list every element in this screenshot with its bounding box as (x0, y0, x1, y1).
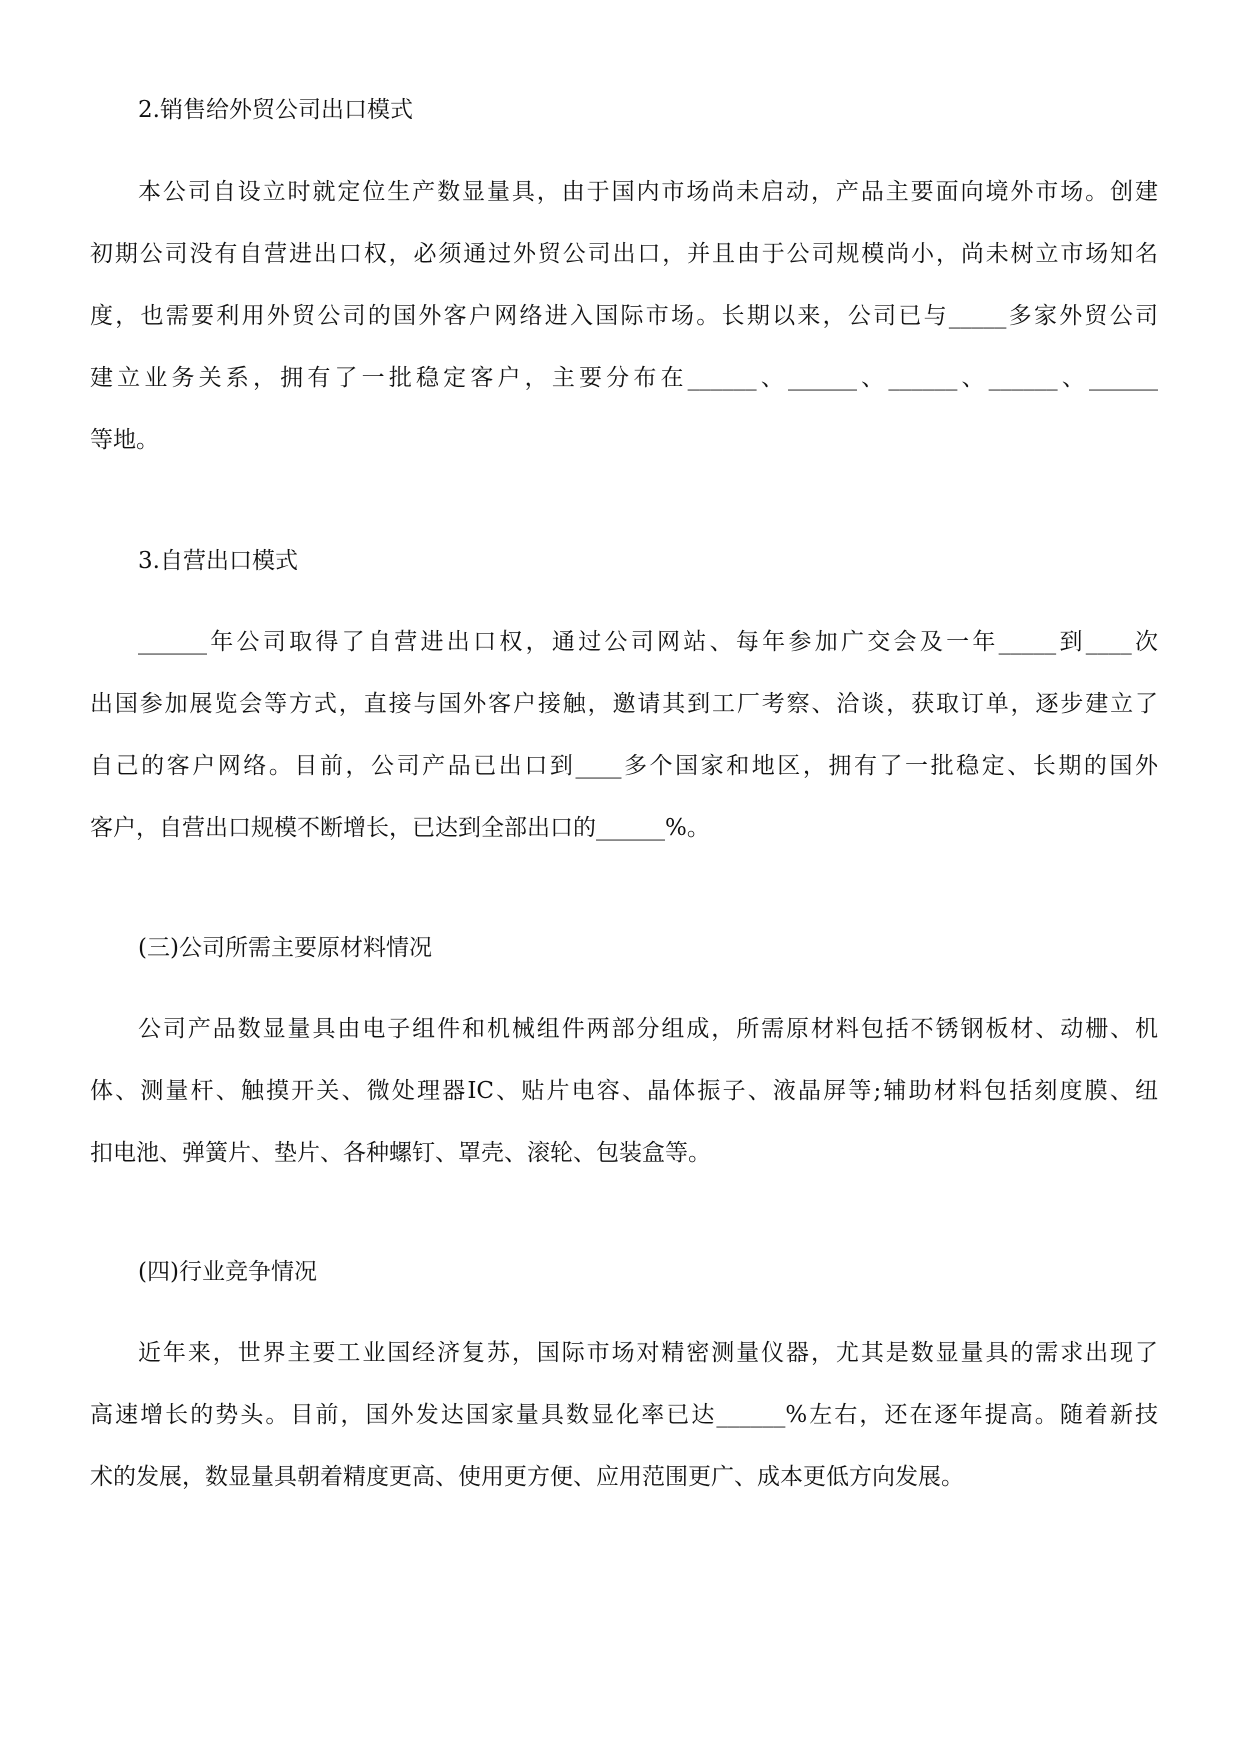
paragraph-line: 建立业务关系，拥有了一批稳定客户，主要分布在______、______、______、______、______ (90, 365, 1158, 391)
paragraph-line: 度，也需要利用外贸公司的国外客户网络进入国际市场。长期以来，公司已与_____多家外贸公司 (90, 303, 1158, 329)
paragraph-line: 近年来，世界主要工业国经济复苏，国际市场对精密测量仪器，尤其是数显量具的需求出现了 (138, 1340, 1158, 1366)
paragraph-line: 公司产品数显量具由电子组件和机械组件两部分组成，所需原材料包括不锈钢板材、动栅、机 (138, 1016, 1158, 1042)
paragraph-line: 体、测量杆、触摸开关、微处理器IC、贴片电容、晶体振子、液晶屏等;辅助材料包括刻度膜、纽 (90, 1078, 1158, 1104)
paragraph-line: 出国参加展览会等方式，直接与国外客户接触，邀请其到工厂考察、洽谈，获取订单，逐步建立了 (90, 691, 1158, 717)
section-heading-export-via-trading-companies: 2.销售给外贸公司出口模式 (138, 97, 413, 123)
paragraph-line: 扣电池、弹簧片、垫片、各种螺钉、罩壳、滚轮、包装盒等。 (90, 1140, 711, 1166)
paragraph-self-export (90, 611, 1158, 859)
paragraph-line: ______年公司取得了自营进出口权，通过公司网站、每年参加广交会及一年_____到____次 (138, 629, 1158, 655)
paragraph-line: 高速增长的势头。目前，国外发达国家量具数显化率已达______%左右，还在逐年提高。随着新技 (90, 1402, 1158, 1428)
paragraph-raw-materials (90, 998, 1158, 1184)
paragraph-line: 客户，自营出口规模不断增长，已达到全部出口的______%。 (90, 815, 710, 841)
section-heading-raw-materials: (三)公司所需主要原材料情况 (138, 935, 432, 961)
paragraph-line: 等地。 (90, 427, 159, 453)
section-heading-industry-competition: (四)行业竞争情况 (138, 1259, 317, 1285)
paragraph-line: 术的发展，数显量具朝着精度更高、使用更方便、应用范围更广、成本更低方向发展。 (90, 1464, 964, 1490)
paragraph-line: 初期公司没有自营进出口权，必须通过外贸公司出口，并且由于公司规模尚小，尚未树立市场知名 (90, 241, 1158, 267)
section-heading-self-export: 3.自营出口模式 (138, 548, 298, 574)
paragraph-line: 自己的客户网络。目前，公司产品已出口到____多个国家和地区，拥有了一批稳定、长期的国外 (90, 753, 1158, 779)
paragraph-industry-competition (90, 1322, 1158, 1508)
paragraph-export-via-trading-companies (90, 161, 1158, 471)
paragraph-line: 本公司自设立时就定位生产数显量具，由于国内市场尚未启动，产品主要面向境外市场。创建 (138, 179, 1158, 205)
